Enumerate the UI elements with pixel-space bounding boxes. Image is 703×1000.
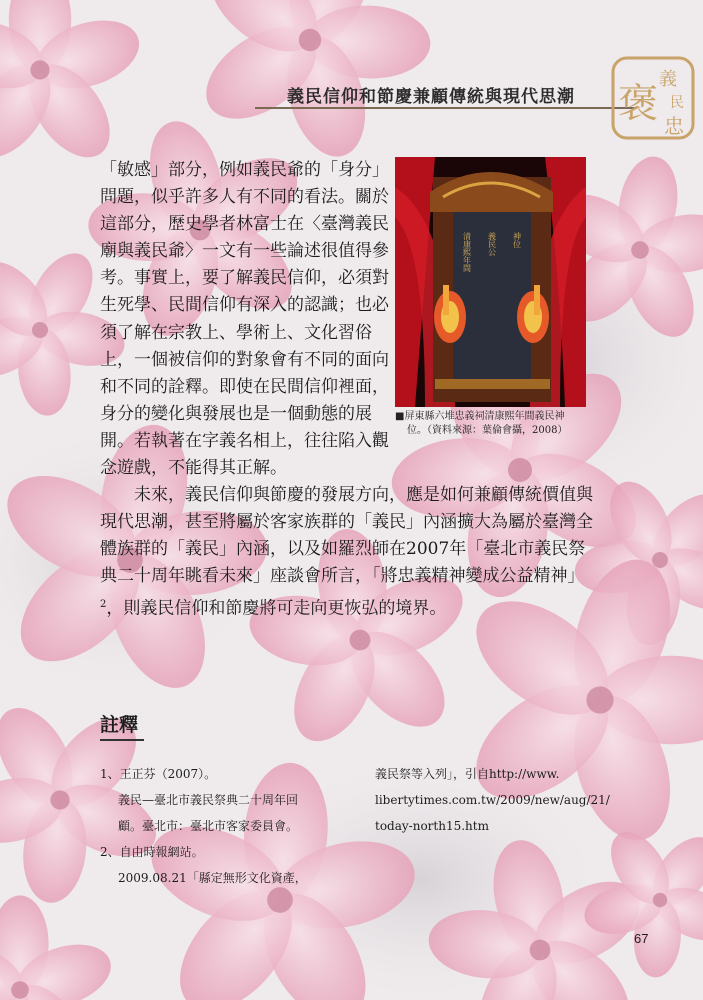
svg-text:忠: 忠 bbox=[664, 114, 684, 138]
running-header-title: 義民信仰和節慶兼顧傳統與現代思潮 bbox=[287, 87, 575, 107]
note-2-line-2: 2009.08.21「縣定無形文化資產， bbox=[118, 871, 307, 885]
footnote-ref-2[interactable]: 2 bbox=[100, 598, 107, 610]
note-1-line-3: 顧。臺北市：臺北市客家委員會。 bbox=[118, 819, 299, 833]
caption-line-1: ■屏東縣六堆忠義祠清康熙年間義民神 bbox=[395, 411, 565, 422]
svg-text:清康熙年間: 清康熙年間 bbox=[462, 232, 472, 272]
note-1-line-2: 義民—臺北市義民祭典二十周年回 bbox=[118, 793, 299, 807]
notes-left-column bbox=[100, 761, 340, 891]
body-text bbox=[100, 157, 600, 622]
svg-text:義民公: 義民公 bbox=[487, 232, 497, 256]
paragraph-2-text: 未來，義民信仰與節慶的發展方向，應是如何兼顧傳統價值與現代思潮，甚至將屬於客家族群的「義民」內涵擴大為屬於臺灣全體族群的「義民」內涵，以及如羅烈師在2007年「臺北市義民祭典二十周年眺看未來」座談會所言，「將忠義精神變成公益精神」 bbox=[100, 485, 593, 587]
note-2-line-1: 2、自由時報網站。 bbox=[100, 845, 204, 859]
svg-text:神位: 神位 bbox=[512, 232, 522, 248]
notes-heading: 註釋 bbox=[100, 714, 139, 736]
note-2-line-3: 義民祭等入列」，引自http://www. bbox=[375, 767, 560, 781]
svg-text:民: 民 bbox=[670, 95, 684, 111]
note-1-line-1: 1、王正芬（2007）。 bbox=[100, 767, 217, 781]
paragraph-1: 「敏感」部分，例如義民爺的「身分」問題，似乎許多人有不同的看法。關於這部分，歷史學者林富士在〈臺灣義民廟與義民爺〉一文有一些論述很值得參考。事實上，要了解義民信仰，必須對生死學、民間信仰有深入的認識；也必須了解在宗教上、學術上、文化習俗上，一個被信仰的對象會有不同的面向和不同的詮釋。即使在民間信仰裡面，身分的變化與發展也是一個動態的展開。若執著在字義名相上，往往陷入觀念遊戲，不能得其正解。 bbox=[100, 160, 389, 479]
page-number: 67 bbox=[634, 931, 649, 946]
paragraph-2-tail: ，則義民信仰和節慶將可走向更恢弘的境界。 bbox=[106, 598, 447, 619]
note-2-url-2[interactable]: today-north15.htm bbox=[375, 819, 489, 833]
note-2-url-1[interactable]: libertytimes.com.tw/2009/new/aug/21/ bbox=[375, 793, 610, 807]
svg-text:義: 義 bbox=[659, 69, 677, 90]
notes-right-column bbox=[375, 761, 615, 839]
paragraph-2 bbox=[100, 482, 600, 622]
header-rule bbox=[255, 107, 637, 109]
notes-heading-rule bbox=[100, 739, 144, 741]
svg-text:褒: 褒 bbox=[618, 81, 658, 127]
seal-emblem bbox=[610, 55, 696, 141]
caption-line-2: 位。（資料來源：葉倫會攝，2008） bbox=[407, 425, 568, 436]
photo-float-spacer bbox=[398, 160, 612, 442]
